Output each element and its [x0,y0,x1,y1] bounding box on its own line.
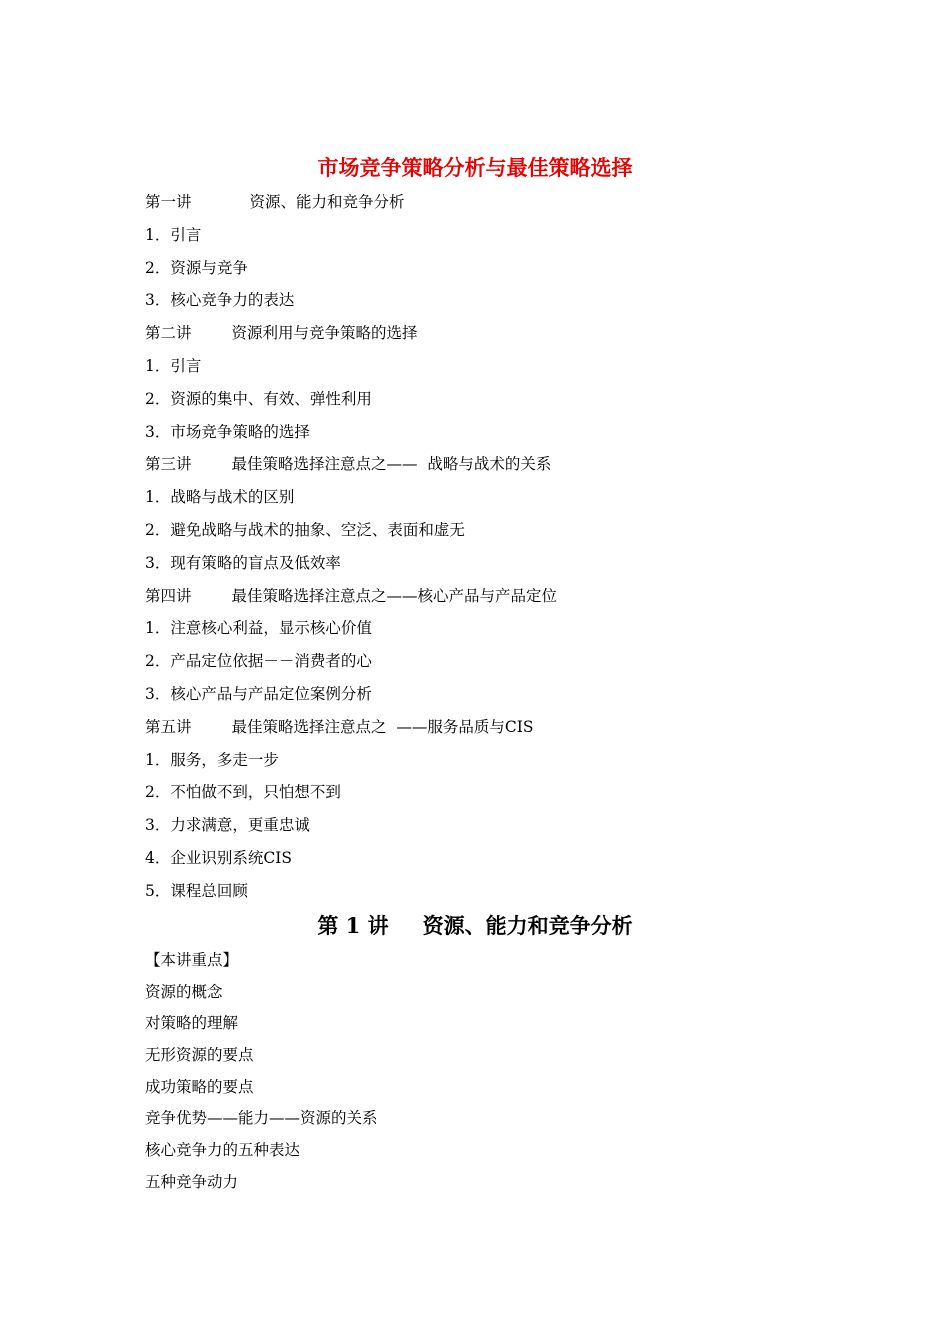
lecture-label: 第一讲 [145,193,192,211]
key-point-item: 五种竞争动力 [145,1172,239,1191]
section-label: 第 1 讲 [317,913,389,938]
outline-item: 3．力求满意，更重忠诚 [145,816,310,835]
key-points [145,945,845,1199]
outline-item: 2．产品定位依据－－消费者的心 [145,652,372,671]
lecture-title: 最佳策略选择注意点之 ——服务品质与CIS [231,717,534,736]
lecture-title: 最佳策略选择注意点之—— 战略与战术的关系 [231,455,552,474]
outline-item: 5．课程总回顾 [145,881,248,900]
key-point-item: 核心竞争力的五种表达 [145,1141,301,1160]
lecture-label: 第二讲 [145,324,192,343]
lecture-title: 最佳策略选择注意点之——核心产品与产品定位 [231,586,558,605]
lecture-label: 第五讲 [145,717,192,736]
outline-item: 3．现有策略的盲点及低效率 [145,553,341,572]
key-points-heading: 【本讲重点】 [145,951,239,969]
outline-item: 1．引言 [145,356,202,375]
outline-item: 1．服务，多走一步 [145,750,279,769]
outline-lecture-1 [145,186,845,219]
outline-item: 2．避免战略与战术的抽象、空泛、表面和虚无 [145,520,465,539]
document-title: 市场竞争策略分析与最佳策略选择 [317,155,633,180]
outline-item: 1．引言 [145,225,202,244]
key-point-item: 对策略的理解 [145,1014,239,1033]
lecture-title: 资源、能力和竞争分析 [249,193,405,211]
outline-item: 1．注意核心利益，显示核心价值 [145,619,372,638]
outline-lecture-5 [145,711,845,744]
key-point-item: 无形资源的要点 [145,1046,254,1065]
lecture-label: 第三讲 [145,455,192,474]
key-point-item: 资源的概念 [145,982,223,1001]
outline-item: 3．核心产品与产品定位案例分析 [145,684,372,703]
lecture-title: 资源利用与竞争策略的选择 [231,324,418,343]
outline-item: 2．资源的集中、有效、弹性利用 [145,389,372,408]
key-point-item: 竞争优势——能力——资源的关系 [145,1109,378,1128]
outline-lecture-4 [145,580,845,613]
outline-item: 2．资源与竞争 [145,258,248,277]
outline-item: 1．战略与战术的区别 [145,488,295,507]
key-point-item: 成功策略的要点 [145,1077,254,1096]
outline-lecture-3 [145,448,845,481]
lecture-label: 第四讲 [145,586,192,605]
section-heading [0,908,950,944]
outline-item: 3．核心竞争力的表达 [145,291,295,310]
section-title-text: 资源、能力和竞争分析 [422,913,633,938]
course-outline [145,186,845,908]
outline-lecture-2 [145,317,845,350]
outline-item: 2．不怕做不到，只怕想不到 [145,783,341,802]
outline-item: 4．企业识别系统CIS [145,848,292,867]
outline-item: 3．市场竞争策略的选择 [145,422,310,441]
